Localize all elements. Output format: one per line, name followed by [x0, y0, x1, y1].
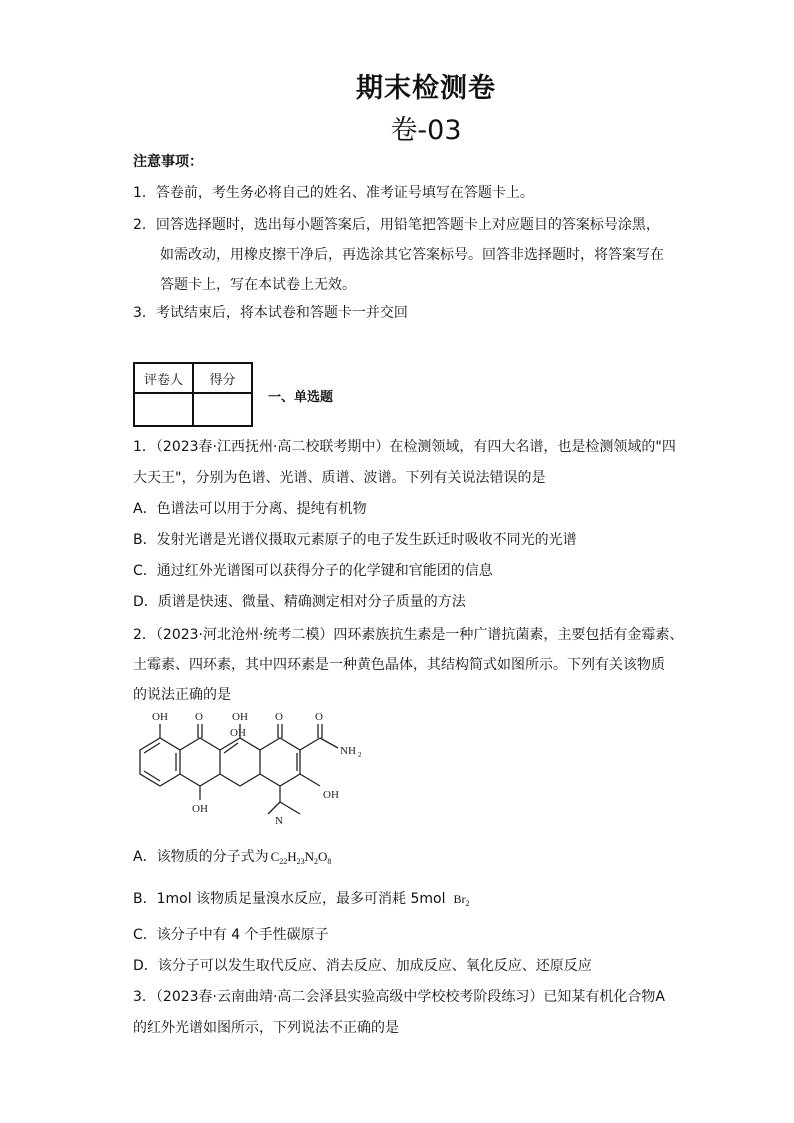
formula-br-count: 2: [465, 899, 470, 908]
q1-stem-line2: 大天王"，分别为色谱、光谱、质谱、波谱。下列有关说法错误的是: [133, 470, 546, 486]
bromine-formula: [454, 892, 470, 906]
struct-label-oh-1: OH: [152, 711, 168, 723]
score-table-score-cell: [193, 393, 252, 426]
formula-h: H: [287, 849, 297, 864]
q1-stem-line1: 1．（2023春·江西抚州·高二校联考期中）在检测领域，有四大名谱，也是检测领域的"四: [133, 439, 676, 455]
struct-label-oh-3: OH: [230, 727, 246, 739]
notice-heading: 注意事项：: [133, 154, 203, 170]
q2-option-a-text: A．该物质的分子式为: [133, 849, 269, 865]
q2-option-d: D．该分子可以发生取代反应、消去反应、加成反应、氧化反应、还原反应: [133, 958, 592, 974]
q3-stem-line1: 3．（2023春·云南曲靖·高二会泽县实验高级中学校校考阶段练习）已知某有机化合物A: [133, 989, 666, 1005]
q2-stem-line1: 2．（2023·河北沧州·统考二模）四环素族抗生素是一种广谱抗菌素，主要包括有金霉素、: [133, 627, 684, 643]
formula-h-count: 23: [296, 857, 305, 866]
struct-label-o-3: O: [315, 711, 323, 723]
struct-label-oh-4: OH: [323, 789, 339, 801]
exam-subtitle: 卷-03: [390, 115, 462, 146]
tetracycline-structure: [130, 706, 390, 836]
q1-option-a: A．色谱法可以用于分离、提纯有机物: [133, 501, 367, 517]
notice-item-3: 3．考试结束后，将本试卷和答题卡一并交回: [133, 305, 408, 321]
formula-n: N: [304, 849, 315, 864]
q1-option-b: B．发射光谱是光谱仪摄取元素原子的电子发生跃迁时吸收不同光的光谱: [133, 532, 577, 548]
section-title: 一、单选题: [268, 390, 334, 405]
q2-stem-line2: 土霉素、四环素，其中四环素是一种黄色晶体，其结构简式如图所示。下列有关该物质: [133, 657, 665, 673]
exam-title: 期末检测卷: [356, 73, 496, 104]
q1-option-d: D．质谱是快速、微量、精确测定相对分子质量的方法: [133, 594, 466, 610]
struct-label-o-2: O: [275, 711, 283, 723]
struct-label-oh-2: OH: [232, 711, 248, 723]
q3-stem-line2: 的红外光谱如图所示，下列说法不正确的是: [133, 1020, 399, 1036]
struct-label-o-1: O: [195, 711, 203, 723]
formula-br: Br: [453, 892, 466, 906]
score-table-score-header: 得分: [193, 363, 252, 393]
q2-option-c: C．该分子中有 4 个手性碳原子: [133, 927, 329, 943]
q2-option-b-text: B．1mol 该物质足量溴水反应，最多可消耗 5mol: [133, 891, 446, 907]
struct-label-nh-sub: 2: [358, 751, 362, 759]
score-table: [133, 362, 253, 427]
q2-stem-line3: 的说法正确的是: [133, 687, 231, 703]
struct-label-n: N: [275, 815, 283, 827]
q1-option-c: C．通过红外光谱图可以获得分子的化学键和官能团的信息: [133, 563, 493, 579]
q2-option-b: [133, 888, 470, 908]
molecular-formula: [271, 849, 332, 864]
notice-item-2-cont: 如需改动，用橡皮擦干净后，再选涂其它答案标号。回答非选择题时，将答案写在: [160, 247, 664, 263]
struct-label-nh: NH: [340, 745, 356, 757]
notice-item-1: 1．答卷前，考生务必将自己的姓名、准考证号填写在答题卡上。: [133, 185, 534, 201]
formula-o: O: [318, 849, 328, 864]
notice-item-2: 2．回答选择题时，选出每小题答案后，用铅笔把答题卡上对应题目的答案标号涂黑，: [133, 217, 660, 233]
score-table-grader-cell: [134, 393, 193, 426]
formula-o-count: 8: [327, 857, 332, 866]
struct-label-oh-5: OH: [192, 803, 208, 815]
q2-option-a: [133, 846, 331, 866]
score-table-grader-header: 评卷人: [134, 363, 193, 393]
notice-item-2-cont2: 答题卡上，写在本试卷上无效。: [160, 277, 356, 293]
formula-c: C: [270, 849, 280, 864]
formula-c-count: 22: [279, 857, 288, 866]
formula-n-count: 2: [314, 857, 319, 866]
